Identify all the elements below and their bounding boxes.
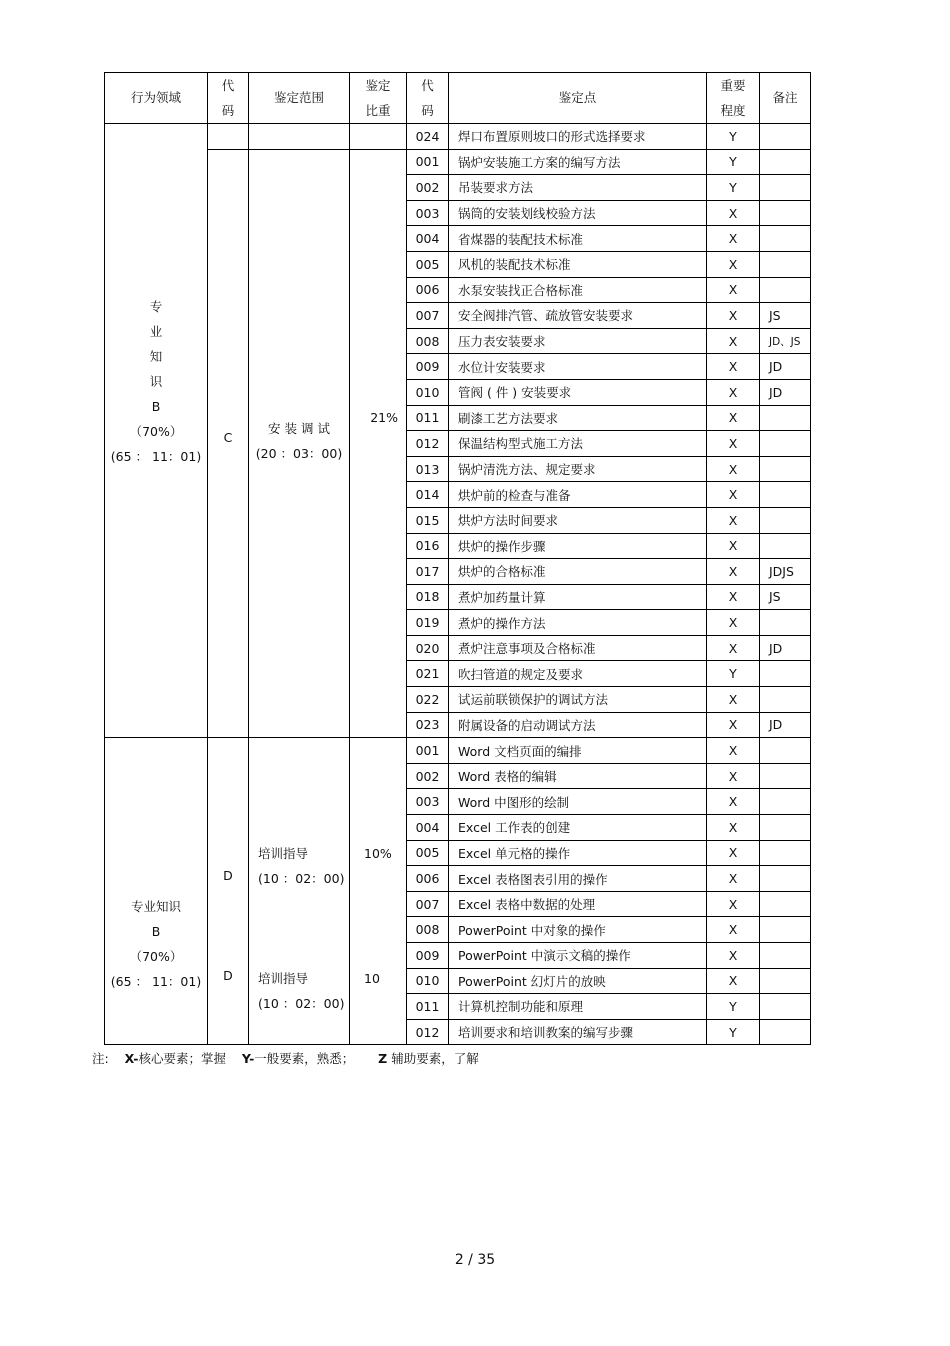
group-d2-scope-line: 培训指导 — [258, 971, 309, 987]
point-code: 020 — [407, 635, 449, 661]
importance: X — [707, 200, 760, 226]
point-text: 煮炉注意事项及合格标准 — [449, 635, 707, 661]
remark — [760, 968, 811, 994]
point-code: 004 — [407, 226, 449, 252]
point-text: 计算机控制功能和原理 — [449, 994, 707, 1020]
point-text: Excel 工作表的创建 — [449, 815, 707, 841]
point-code: 013 — [407, 456, 449, 482]
assessment-table — [104, 72, 811, 1045]
point-code: 007 — [407, 303, 449, 329]
header-remark: 备注 — [760, 73, 811, 124]
point-text: Word 文档页面的编排 — [449, 738, 707, 764]
point-code: 023 — [407, 712, 449, 738]
importance: X — [707, 277, 760, 303]
importance: X — [707, 635, 760, 661]
remark — [760, 891, 811, 917]
point-text: 锅炉安装施工方案的编写方法 — [449, 149, 707, 175]
group-d2-code: D — [223, 968, 233, 984]
importance: Y — [707, 149, 760, 175]
importance: X — [707, 507, 760, 533]
point-code: 019 — [407, 610, 449, 636]
page-number: 2 / 35 — [454, 1252, 496, 1268]
remark — [760, 661, 811, 687]
importance: X — [707, 763, 760, 789]
point-code: 004 — [407, 815, 449, 841]
remark — [760, 149, 811, 175]
remark — [760, 431, 811, 457]
remark: JD — [760, 379, 811, 405]
remark — [760, 994, 811, 1020]
importance: X — [707, 610, 760, 636]
group-d1-scope — [258, 841, 349, 966]
point-text: 水位计安装要求 — [449, 354, 707, 380]
domain-cell-1-line: 业 — [149, 324, 163, 339]
importance: X — [707, 687, 760, 713]
importance: X — [707, 328, 760, 354]
point-text: 烘炉前的检查与准备 — [449, 482, 707, 508]
point-text: PowerPoint 中对象的操作 — [449, 917, 707, 943]
group-c-code: C — [208, 149, 249, 738]
empty-scope-cell — [249, 124, 350, 150]
point-text: 压力表安装要求 — [449, 328, 707, 354]
remark — [760, 405, 811, 431]
point-text: 刷漆工艺方法要求 — [449, 405, 707, 431]
point-code: 002 — [407, 763, 449, 789]
point-text: 烘炉方法时间要求 — [449, 507, 707, 533]
group-c-scope — [249, 149, 350, 738]
remark: JDJS — [760, 559, 811, 585]
point-text: 保温结构型式施工方法 — [449, 431, 707, 457]
point-code: 018 — [407, 584, 449, 610]
empty-code-cell — [208, 124, 249, 150]
remark — [760, 277, 811, 303]
domain-cell-2 — [105, 738, 208, 1045]
point-code: 006 — [407, 866, 449, 892]
importance: X — [707, 738, 760, 764]
importance: X — [707, 456, 760, 482]
point-code: 008 — [407, 328, 449, 354]
point-code: 003 — [407, 789, 449, 815]
point-text: 安全阀排汽管、疏放管安装要求 — [449, 303, 707, 329]
point-code: 010 — [407, 968, 449, 994]
point-text: PowerPoint 幻灯片的放映 — [449, 968, 707, 994]
point-code: 011 — [407, 405, 449, 431]
point-code: 008 — [407, 917, 449, 943]
remark — [760, 533, 811, 559]
remark — [760, 175, 811, 201]
domain-cell-1-line: B — [151, 399, 161, 414]
group-d1-code: D — [223, 868, 233, 884]
point-text: 焊口布置原则坡口的形式选择要求 — [449, 124, 707, 150]
table-row — [105, 124, 811, 150]
importance: X — [707, 943, 760, 969]
remark — [760, 482, 811, 508]
point-text: 管阀 ( 件 ) 安装要求 — [449, 379, 707, 405]
point-text: 附属设备的启动调试方法 — [449, 712, 707, 738]
point-code: 009 — [407, 943, 449, 969]
remark — [760, 866, 811, 892]
importance: X — [707, 815, 760, 841]
point-text: 吹扫管道的规定及要求 — [449, 661, 707, 687]
importance: Y — [707, 124, 760, 150]
point-code: 015 — [407, 507, 449, 533]
remark — [760, 1019, 811, 1045]
point-code: 002 — [407, 175, 449, 201]
importance: X — [707, 431, 760, 457]
group-d-code — [208, 738, 249, 1045]
point-code: 006 — [407, 277, 449, 303]
domain-cell-2-line: （70%） — [129, 949, 183, 965]
importance: X — [707, 405, 760, 431]
remark: JD — [760, 354, 811, 380]
remark — [760, 738, 811, 764]
importance: Y — [707, 994, 760, 1020]
importance: Y — [707, 175, 760, 201]
remark — [760, 687, 811, 713]
importance: X — [707, 354, 760, 380]
group-d1-scope-line: 培训指导 — [258, 846, 309, 862]
domain-cell-2-line: B — [151, 924, 161, 940]
point-text: 培训要求和培训教案的编写步骤 — [449, 1019, 707, 1045]
point-text: 锅筒的安装划线校验方法 — [449, 200, 707, 226]
point-text: 风机的装配技术标准 — [449, 251, 707, 277]
point-code: 001 — [407, 738, 449, 764]
importance: X — [707, 559, 760, 585]
header-code2: 代 码 — [407, 73, 449, 124]
header-importance: 重要 程度 — [707, 73, 760, 124]
importance: X — [707, 712, 760, 738]
remark: JD — [760, 712, 811, 738]
remark — [760, 226, 811, 252]
group-d2-scope — [258, 966, 349, 1016]
point-code: 012 — [407, 1019, 449, 1045]
point-text: 省煤器的装配技术标准 — [449, 226, 707, 252]
group-c-scope-line: 安 装 调 试 — [268, 420, 330, 436]
point-text: 水泵安装找正合格标准 — [449, 277, 707, 303]
footnote: 注: X-核心要素；掌握 Y-一般要素，熟悉； Z 辅助要素，了解 — [92, 1051, 479, 1066]
remark — [760, 789, 811, 815]
group-d-weight — [350, 738, 407, 1045]
remark: JS — [760, 303, 811, 329]
domain-cell-2-line: (65 ： 11：01) — [110, 974, 202, 990]
point-code: 017 — [407, 559, 449, 585]
importance: X — [707, 303, 760, 329]
importance: X — [707, 866, 760, 892]
remark — [760, 943, 811, 969]
point-code: 003 — [407, 200, 449, 226]
domain-cell-2-line: 专业知识 — [130, 899, 181, 915]
domain-cell-1-line: (65 ： 11：01) — [110, 449, 202, 464]
point-text: Word 中图形的绘制 — [449, 789, 707, 815]
remark — [760, 507, 811, 533]
point-code: 007 — [407, 891, 449, 917]
point-code: 016 — [407, 533, 449, 559]
group-d2-scope-line: (10 ：02：00) — [258, 996, 345, 1012]
point-text: PowerPoint 中演示文稿的操作 — [449, 943, 707, 969]
importance: X — [707, 379, 760, 405]
point-text: Word 表格的编辑 — [449, 763, 707, 789]
header-scope: 鉴定范围 — [249, 73, 350, 124]
group-d2-weight: 10 — [364, 971, 380, 987]
point-code: 005 — [407, 251, 449, 277]
point-code: 009 — [407, 354, 449, 380]
importance: X — [707, 917, 760, 943]
remark: JS — [760, 584, 811, 610]
point-text: 煮炉的操作方法 — [449, 610, 707, 636]
empty-weight-cell — [350, 124, 407, 150]
remark — [760, 251, 811, 277]
importance: X — [707, 891, 760, 917]
point-text: 煮炉加药量计算 — [449, 584, 707, 610]
domain-cell-1-line: （70%） — [129, 424, 183, 439]
remark — [760, 840, 811, 866]
header-code1: 代 码 — [208, 73, 249, 124]
point-text: 烘炉的操作步骤 — [449, 533, 707, 559]
point-code: 005 — [407, 840, 449, 866]
header-domain: 行为领域 — [105, 73, 208, 124]
table-row — [105, 149, 811, 175]
point-code: 022 — [407, 687, 449, 713]
remark — [760, 610, 811, 636]
header-point: 鉴定点 — [449, 73, 707, 124]
point-text: Excel 表格图表引用的操作 — [449, 866, 707, 892]
importance: Y — [707, 661, 760, 687]
point-code: 001 — [407, 149, 449, 175]
remark — [760, 815, 811, 841]
group-d1-weight: 10% — [364, 846, 392, 862]
point-code: 010 — [407, 379, 449, 405]
point-code: 021 — [407, 661, 449, 687]
domain-cell-1 — [105, 124, 208, 738]
point-text: 锅炉清洗方法、规定要求 — [449, 456, 707, 482]
importance: X — [707, 533, 760, 559]
header-weight: 鉴定 比重 — [350, 73, 407, 124]
point-code: 011 — [407, 994, 449, 1020]
importance: X — [707, 789, 760, 815]
domain-cell-1-line: 专 — [149, 299, 163, 314]
point-code: 012 — [407, 431, 449, 457]
importance: X — [707, 840, 760, 866]
remark — [760, 763, 811, 789]
point-text: 烘炉的合格标准 — [449, 559, 707, 585]
importance: X — [707, 482, 760, 508]
importance: X — [707, 584, 760, 610]
importance: X — [707, 968, 760, 994]
importance: Y — [707, 1019, 760, 1045]
remark — [760, 124, 811, 150]
domain-cell-1-line: 识 — [149, 374, 163, 389]
point-code: 014 — [407, 482, 449, 508]
remark: JD、JS — [760, 328, 811, 354]
header-row — [105, 73, 811, 124]
remark: JD — [760, 635, 811, 661]
remark — [760, 456, 811, 482]
group-c-scope-line: (20 ：03：00) — [255, 445, 343, 461]
remark — [760, 917, 811, 943]
group-d-scope — [249, 738, 350, 1045]
group-d1-scope-line: (10 ：02：00) — [258, 871, 345, 887]
remark — [760, 200, 811, 226]
domain-cell-1-line: 知 — [149, 349, 163, 364]
point-text: 试运前联锁保护的调试方法 — [449, 687, 707, 713]
table-row — [105, 738, 811, 764]
group-c-weight: 21% — [350, 149, 407, 738]
point-code: 024 — [407, 124, 449, 150]
importance: X — [707, 251, 760, 277]
point-text: Excel 单元格的操作 — [449, 840, 707, 866]
importance: X — [707, 226, 760, 252]
point-text: Excel 表格中数据的处理 — [449, 891, 707, 917]
point-text: 吊装要求方法 — [449, 175, 707, 201]
